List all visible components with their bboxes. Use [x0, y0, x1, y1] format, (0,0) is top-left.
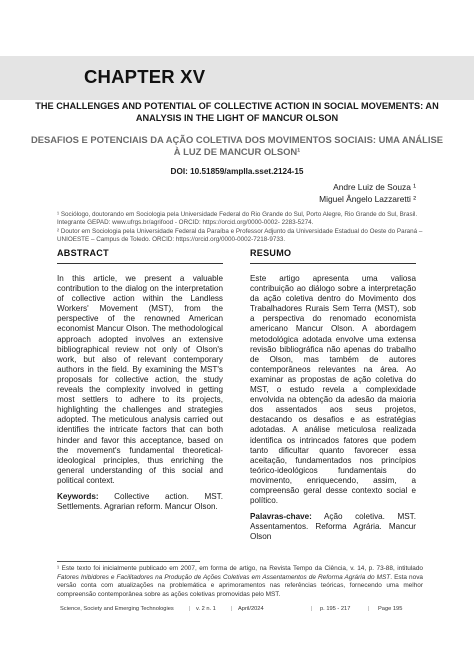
footer-date: April/2024 [238, 606, 264, 612]
footnote-original-title: Fatores Inibidores e Facilitadores na Produção de Ações Coletivas em Assentamentos de Reforma Agrária do MST [57, 573, 391, 581]
footer-page-number: Page 195 [378, 606, 403, 612]
footnote [57, 565, 423, 599]
keywords-list: Collective action. MST. Settlements. Agrarian reform. Mancur Olson. [57, 491, 223, 512]
palavras-chave-list: Ação coletiva. MST. Assentamentos. Reforma Agrária. Mancur Olson [250, 512, 416, 542]
palavras-chave-label: Palavras-chave: [250, 512, 312, 522]
affiliations [57, 211, 425, 245]
footer-journal: Science, Society and Emerging Technologies [60, 606, 174, 612]
abstract-text: In this article, we present a valuable contribution to the dialog on the interpretation of collective action within the Landless Workers' Movement (MST), from the perspective of the renowned American economist Mancur Olson. The methodological approach adopted involves an extensive bibliographical review not only of Olson's work, but also of relevant contemporary authors in the field. By examining the MST's proposals for collective action, the study reveals the complexity involved in getting most settlers to adhere to its projects, highlighting the challenges and strategies adopted. The meticulous analysis carried out identifies the intricate factors that can both hinder and favor this acceptance, based on the movement's fundamental theoretical-ideological principles, thus enriching the general understanding of this social and political context. [57, 274, 223, 485]
footer-pages: p. 195 - 217 [320, 606, 351, 612]
abstract-column [57, 248, 223, 512]
resumo-column [250, 248, 416, 542]
resumo-keywords [250, 512, 416, 542]
chapter-band [0, 56, 474, 100]
author-2: Miguel Ângelo Lazzaretti ² [319, 194, 416, 204]
abstract-heading: ABSTRACT [57, 248, 223, 264]
footnote-text-start: ¹ Este texto foi inicialmente publicado em 2007, em forma de artigo, na Revista Tempo da Ciência, v. 14, p. 73-88, intitulado [57, 565, 423, 572]
footnote-text-end: . Esta nova versão conta com atualizações na problemática e aprimoramentos nas referências teóricas, fornecendo uma melhor compreensão contemporânea sobre as ações coletivas promovidas pelo MST. [57, 573, 423, 598]
title-english: THE CHALLENGES AND POTENTIAL OF COLLECTIVE ACTION IN SOCIAL MOVEMENTS: AN ANALYSIS IN THE LIGHT OF MANCUR OLSON [35, 101, 439, 123]
title-portuguese: DESAFIOS E POTENCIAIS DA AÇÃO COLETIVA DOS MOVIMENTOS SOCIAIS: UMA ANÁLISE À LUZ DE MANCUR OLSON¹ [30, 134, 443, 157]
page-footer [0, 606, 474, 634]
affiliation-2: ² Doutor em Sociologia pela Universidade Federal da Paraíba e Professor Adjunto da Universidade Estadual do Oeste do Paraná – UNIOESTE – Campus de Toledo. ORCID: https://orcid.org/0000-0002-7218-9733. [57, 227, 423, 244]
resumo-heading: RESUMO [250, 248, 416, 264]
chapter-label: CHAPTER XV [84, 66, 206, 87]
resumo-text: Este artigo apresenta uma valiosa contribuição ao diálogo sobre a interpretação da ação coletiva dentro do Movimento dos Trabalhadores Rurais Sem Terra (MST), sob a perspectiva do renomado economista americano Mancur Olson. A abordagem metodológica adotada envolve uma extensa revisão bibliográfica não apenas do trabalho de Olson, mas também de autores contemporâneos relevantes na área. Ao examinar as propostas de ação coletiva do MST, o estudo revela a complexidade envolvida na obtenção da adesão da maioria dos assentados aos seus projetos, destacando os desafios e as estratégias adotadas. A análise meticulosa realizada identifica os intrincados fatores que podem tanto dificultar quanto favorecer essa aceitação, fundamentados nos princípios teórico-ideológicos fundamentais do movimento, enriquecendo, assim, a compreensão geral desse contexto social e político. [250, 274, 416, 506]
authors [319, 181, 416, 205]
affiliation-1: ¹ Sociólogo, doutorando em Sociologia pela Universidade Federal do Rio Grande do Sul, Porto Alegre, Rio Grande do Sul, Brasil. Integrante GEPAD: www.ufrgs.br/agrifood - ORCID: https://orcid.org/0000-0002- 2283-5274. [57, 211, 418, 227]
doi: DOI: 10.51859/amplla.sset.2124-15 [170, 167, 304, 176]
keywords-label: Keywords: [57, 491, 99, 501]
footer-separator: | [311, 606, 313, 612]
footer-separator: | [189, 606, 191, 612]
footer-separator: | [231, 606, 233, 612]
footer-separator: | [368, 606, 370, 612]
abstract-keywords [57, 492, 223, 512]
footnote-divider [57, 561, 200, 562]
footer-volume: v. 2 n. 1 [196, 606, 216, 612]
author-1: Andre Luiz de Souza ¹ [333, 182, 416, 192]
